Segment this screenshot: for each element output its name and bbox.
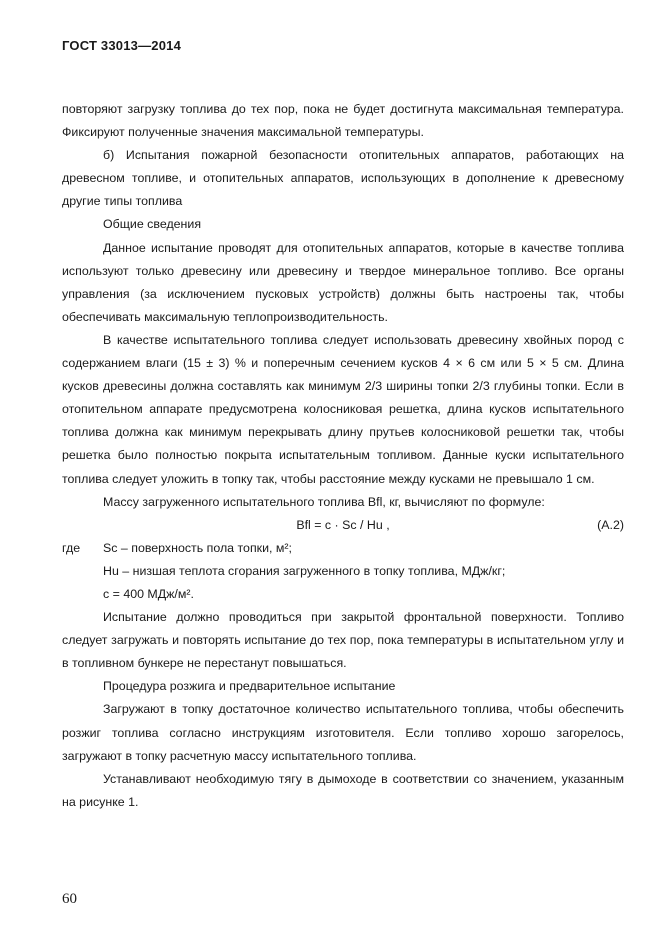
document-code: ГОСТ 33013—2014: [62, 38, 181, 53]
formula-row: [62, 514, 624, 537]
where-item-hu: Hu – низшая теплота сгорания загруженного в топку топлива, МДж/кг;: [103, 563, 506, 578]
subheading-general: Общие сведения: [103, 217, 202, 232]
subheading-ignition: Процедура розжига и предварительное испытание: [103, 679, 396, 694]
page-number: 60: [62, 891, 77, 907]
where-label: где: [62, 540, 81, 555]
paragraph-item-b: б) Испытания пожарной безопасности отопительных аппаратов, работающих на древесном топливе, и отопительных аппаратов, использующих в дополнение к древесному другие типы топлива: [62, 148, 624, 209]
paragraph-mass-formula-intro: Массу загруженного испытательного топлива Bfl, кг, вычисляют по формуле:: [103, 494, 545, 509]
where-row: [62, 537, 624, 560]
paragraph-closed-front: Испытание должно проводиться при закрытой фронтальной поверхности. Топливо следует загружать и повторять испытание до тех пор, пока температуры в испытательном углу и в топливном бункере не перестанут повышаться.: [62, 610, 624, 671]
paragraph-draft: Устанавливают необходимую тягу в дымоходе в соответствии со значением, указанным на рисунке 1.: [62, 771, 624, 809]
paragraph-test-scope: Данное испытание проводят для отопительных аппаратов, которые в качестве топлива используют только древесину или древесину и твердое минеральное топливо. Все органы управления (за исключением пусковых устройств) должны быть настроены так, чтобы обеспечивать максимальную теплопроизводительность.: [62, 240, 624, 324]
paragraph-continued: повторяют загрузку топлива до тех пор, пока не будет достигнута максимальная температура. Фиксируют полученные значения максимальной температуры.: [62, 102, 624, 140]
where-item-sc: Sc – поверхность пола топки, м²;: [103, 540, 292, 555]
formula-number: (A.2): [597, 517, 624, 532]
formula: Bfl = c · Sc / Hu ,: [296, 517, 390, 532]
page-body: [62, 98, 624, 814]
where-item-c: c = 400 МДж/м².: [103, 586, 194, 601]
paragraph-test-fuel: В качестве испытательного топлива следует использовать древесину хвойных пород с содержанием влаги (15 ± 3) % и поперечным сечением кусков 4 × 6 см или 5 × 5 см. Длина кусков древесины должна составлять как минимум 2/3 ширины топки 2/3 глубины топки. Если в отопительном аппарате предусмотрена колосниковая решетка, длина кусков испытательного топлива должна как минимум перекрывать длину прутьев колосниковой решетки так, чтобы решетка было полностью покрыта испытательным топливом. Данные куски испытательного топлива следует уложить в топку так, чтобы расстояние между кусками не превышало 1 см.: [62, 332, 624, 486]
paragraph-ignition: Загружают в топку достаточное количество испытательного топлива, чтобы обеспечить розжиг топлива согласно инструкциям изготовителя. Если топливо хорошо загорелось, загружают в топку расчетную массу испытательного топлива.: [62, 702, 624, 763]
